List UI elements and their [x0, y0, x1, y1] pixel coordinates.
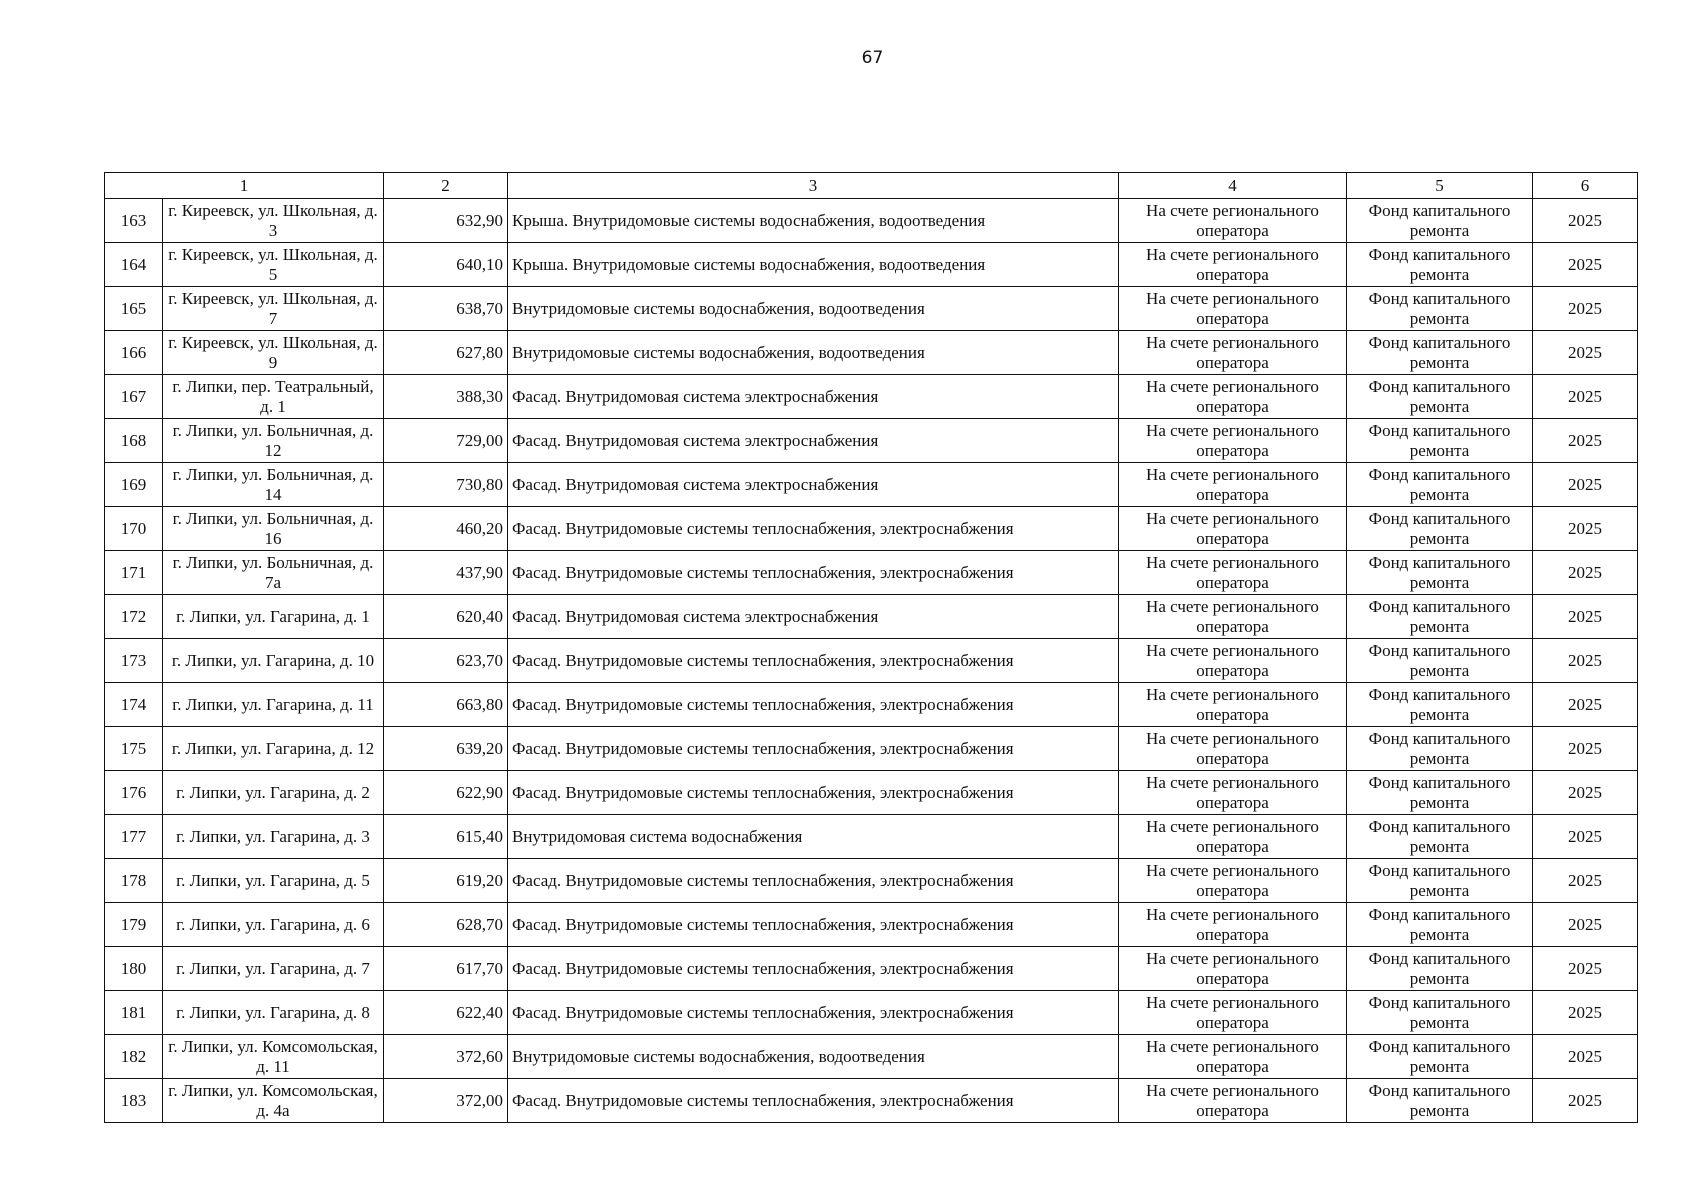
row-number: 178 [105, 859, 163, 903]
table-row [105, 639, 1638, 683]
works-cell: Фасад. Внутридомовые системы теплоснабжения, электроснабжения [508, 551, 1119, 595]
column-header-4: 4 [1119, 173, 1347, 199]
area-cell: 638,70 [384, 287, 508, 331]
table-row [105, 903, 1638, 947]
address-cell: г. Липки, ул. Больничная, д. 12 [163, 419, 384, 463]
funding-source-cell: Фонд капитального ремонта [1347, 199, 1533, 243]
account-cell: На счете регионального оператора [1119, 991, 1347, 1035]
funding-source-cell: Фонд капитального ремонта [1347, 419, 1533, 463]
table-row [105, 771, 1638, 815]
account-cell: На счете регионального оператора [1119, 419, 1347, 463]
account-cell: На счете регионального оператора [1119, 507, 1347, 551]
funding-source-cell: Фонд капитального ремонта [1347, 507, 1533, 551]
account-cell: На счете регионального оператора [1119, 727, 1347, 771]
table-row [105, 683, 1638, 727]
works-cell: Фасад. Внутридомовые системы теплоснабжения, электроснабжения [508, 1079, 1119, 1123]
year-cell: 2025 [1533, 551, 1638, 595]
account-cell: На счете регионального оператора [1119, 859, 1347, 903]
address-cell: г. Киреевск, ул. Школьная, д. 9 [163, 331, 384, 375]
funding-source-cell: Фонд капитального ремонта [1347, 1079, 1533, 1123]
works-cell: Внутридомовые системы водоснабжения, водоотведения [508, 1035, 1119, 1079]
works-cell: Фасад. Внутридомовые системы теплоснабжения, электроснабжения [508, 727, 1119, 771]
year-cell: 2025 [1533, 727, 1638, 771]
year-cell: 2025 [1533, 815, 1638, 859]
row-number: 183 [105, 1079, 163, 1123]
column-number-row [105, 173, 1638, 199]
funding-source-cell: Фонд капитального ремонта [1347, 903, 1533, 947]
funding-source-cell: Фонд капитального ремонта [1347, 331, 1533, 375]
funding-source-cell: Фонд капитального ремонта [1347, 463, 1533, 507]
address-cell: г. Липки, ул. Гагарина, д. 1 [163, 595, 384, 639]
row-number: 172 [105, 595, 163, 639]
funding-source-cell: Фонд капитального ремонта [1347, 639, 1533, 683]
account-cell: На счете регионального оператора [1119, 551, 1347, 595]
row-number: 170 [105, 507, 163, 551]
funding-source-cell: Фонд капитального ремонта [1347, 815, 1533, 859]
account-cell: На счете регионального оператора [1119, 463, 1347, 507]
table-row [105, 375, 1638, 419]
address-cell: г. Липки, ул. Гагарина, д. 5 [163, 859, 384, 903]
works-cell: Фасад. Внутридомовая система электроснабжения [508, 595, 1119, 639]
table-row [105, 419, 1638, 463]
address-cell: г. Липки, ул. Гагарина, д. 3 [163, 815, 384, 859]
works-cell: Крыша. Внутридомовые системы водоснабжения, водоотведения [508, 199, 1119, 243]
table-header [105, 173, 1638, 199]
works-cell: Внутридомовые системы водоснабжения, водоотведения [508, 331, 1119, 375]
table-row [105, 551, 1638, 595]
account-cell: На счете регионального оператора [1119, 815, 1347, 859]
works-cell: Фасад. Внутридомовые системы теплоснабжения, электроснабжения [508, 683, 1119, 727]
year-cell: 2025 [1533, 595, 1638, 639]
row-number: 180 [105, 947, 163, 991]
column-header-5: 5 [1347, 173, 1533, 199]
funding-source-cell: Фонд капитального ремонта [1347, 683, 1533, 727]
table-row [105, 243, 1638, 287]
account-cell: На счете регионального оператора [1119, 331, 1347, 375]
table-row [105, 331, 1638, 375]
account-cell: На счете регионального оператора [1119, 1035, 1347, 1079]
table-row [105, 947, 1638, 991]
funding-source-cell: Фонд капитального ремонта [1347, 595, 1533, 639]
table-row [105, 595, 1638, 639]
row-number: 177 [105, 815, 163, 859]
year-cell: 2025 [1533, 331, 1638, 375]
year-cell: 2025 [1533, 639, 1638, 683]
works-cell: Фасад. Внутридомовые системы теплоснабжения, электроснабжения [508, 859, 1119, 903]
year-cell: 2025 [1533, 683, 1638, 727]
table-row [105, 991, 1638, 1035]
year-cell: 2025 [1533, 375, 1638, 419]
row-number: 165 [105, 287, 163, 331]
works-cell: Внутридомовые системы водоснабжения, водоотведения [508, 287, 1119, 331]
row-number: 174 [105, 683, 163, 727]
repair-register-table [104, 172, 1638, 1123]
address-cell: г. Липки, ул. Больничная, д. 16 [163, 507, 384, 551]
works-cell: Фасад. Внутридомовые системы теплоснабжения, электроснабжения [508, 991, 1119, 1035]
row-number: 176 [105, 771, 163, 815]
works-cell: Фасад. Внутридомовые системы теплоснабжения, электроснабжения [508, 507, 1119, 551]
column-header-1: 1 [105, 173, 384, 199]
area-cell: 730,80 [384, 463, 508, 507]
area-cell: 619,20 [384, 859, 508, 903]
area-cell: 437,90 [384, 551, 508, 595]
table-row [105, 287, 1638, 331]
year-cell: 2025 [1533, 287, 1638, 331]
year-cell: 2025 [1533, 991, 1638, 1035]
row-number: 169 [105, 463, 163, 507]
area-cell: 615,40 [384, 815, 508, 859]
year-cell: 2025 [1533, 947, 1638, 991]
area-cell: 640,10 [384, 243, 508, 287]
funding-source-cell: Фонд капитального ремонта [1347, 859, 1533, 903]
row-number: 173 [105, 639, 163, 683]
account-cell: На счете регионального оператора [1119, 771, 1347, 815]
address-cell: г. Липки, ул. Гагарина, д. 11 [163, 683, 384, 727]
year-cell: 2025 [1533, 903, 1638, 947]
area-cell: 627,80 [384, 331, 508, 375]
works-cell: Фасад. Внутридомовая система электроснабжения [508, 375, 1119, 419]
year-cell: 2025 [1533, 859, 1638, 903]
funding-source-cell: Фонд капитального ремонта [1347, 947, 1533, 991]
area-cell: 622,40 [384, 991, 508, 1035]
area-cell: 663,80 [384, 683, 508, 727]
funding-source-cell: Фонд капитального ремонта [1347, 771, 1533, 815]
funding-source-cell: Фонд капитального ремонта [1347, 1035, 1533, 1079]
row-number: 179 [105, 903, 163, 947]
address-cell: г. Липки, пер. Театральный, д. 1 [163, 375, 384, 419]
funding-source-cell: Фонд капитального ремонта [1347, 991, 1533, 1035]
table-row [105, 727, 1638, 771]
page-number [0, 48, 1697, 68]
row-number: 163 [105, 199, 163, 243]
year-cell: 2025 [1533, 463, 1638, 507]
year-cell: 2025 [1533, 1035, 1638, 1079]
column-header-6: 6 [1533, 173, 1638, 199]
works-cell: Фасад. Внутридомовая система электроснабжения [508, 419, 1119, 463]
row-number: 171 [105, 551, 163, 595]
table-row [105, 507, 1638, 551]
area-cell: 729,00 [384, 419, 508, 463]
table-row [105, 199, 1638, 243]
column-header-3: 3 [508, 173, 1119, 199]
row-number: 166 [105, 331, 163, 375]
address-cell: г. Липки, ул. Гагарина, д. 12 [163, 727, 384, 771]
address-cell: г. Киреевск, ул. Школьная, д. 3 [163, 199, 384, 243]
year-cell: 2025 [1533, 199, 1638, 243]
works-cell: Фасад. Внутридомовые системы теплоснабжения, электроснабжения [508, 947, 1119, 991]
account-cell: На счете регионального оператора [1119, 199, 1347, 243]
year-cell: 2025 [1533, 419, 1638, 463]
area-cell: 628,70 [384, 903, 508, 947]
row-number: 182 [105, 1035, 163, 1079]
table-body [105, 199, 1638, 1123]
area-cell: 620,40 [384, 595, 508, 639]
funding-source-cell: Фонд капитального ремонта [1347, 375, 1533, 419]
year-cell: 2025 [1533, 243, 1638, 287]
year-cell: 2025 [1533, 1079, 1638, 1123]
address-cell: г. Киреевск, ул. Школьная, д. 5 [163, 243, 384, 287]
year-cell: 2025 [1533, 771, 1638, 815]
table-row [105, 1079, 1638, 1123]
page-number-text: 67 [861, 48, 884, 68]
address-cell: г. Липки, ул. Комсомольская, д. 4а [163, 1079, 384, 1123]
area-cell: 632,90 [384, 199, 508, 243]
account-cell: На счете регионального оператора [1119, 595, 1347, 639]
area-cell: 460,20 [384, 507, 508, 551]
address-cell: г. Липки, ул. Комсомольская, д. 11 [163, 1035, 384, 1079]
area-cell: 639,20 [384, 727, 508, 771]
row-number: 167 [105, 375, 163, 419]
area-cell: 372,60 [384, 1035, 508, 1079]
account-cell: На счете регионального оператора [1119, 375, 1347, 419]
area-cell: 372,00 [384, 1079, 508, 1123]
account-cell: На счете регионального оператора [1119, 947, 1347, 991]
works-cell: Фасад. Внутридомовые системы теплоснабжения, электроснабжения [508, 639, 1119, 683]
account-cell: На счете регионального оператора [1119, 287, 1347, 331]
column-header-2: 2 [384, 173, 508, 199]
table-row [105, 1035, 1638, 1079]
works-cell: Крыша. Внутридомовые системы водоснабжения, водоотведения [508, 243, 1119, 287]
row-number: 164 [105, 243, 163, 287]
account-cell: На счете регионального оператора [1119, 243, 1347, 287]
address-cell: г. Липки, ул. Гагарина, д. 7 [163, 947, 384, 991]
row-number: 168 [105, 419, 163, 463]
funding-source-cell: Фонд капитального ремонта [1347, 551, 1533, 595]
works-cell: Фасад. Внутридомовая система электроснабжения [508, 463, 1119, 507]
funding-source-cell: Фонд капитального ремонта [1347, 243, 1533, 287]
address-cell: г. Киреевск, ул. Школьная, д. 7 [163, 287, 384, 331]
works-cell: Фасад. Внутридомовые системы теплоснабжения, электроснабжения [508, 771, 1119, 815]
funding-source-cell: Фонд капитального ремонта [1347, 727, 1533, 771]
address-cell: г. Липки, ул. Больничная, д. 7а [163, 551, 384, 595]
account-cell: На счете регионального оператора [1119, 683, 1347, 727]
row-number: 175 [105, 727, 163, 771]
row-number: 181 [105, 991, 163, 1035]
address-cell: г. Липки, ул. Гагарина, д. 6 [163, 903, 384, 947]
area-cell: 622,90 [384, 771, 508, 815]
area-cell: 623,70 [384, 639, 508, 683]
table-row [105, 463, 1638, 507]
account-cell: На счете регионального оператора [1119, 639, 1347, 683]
table-row [105, 859, 1638, 903]
works-cell: Фасад. Внутридомовые системы теплоснабжения, электроснабжения [508, 903, 1119, 947]
area-cell: 617,70 [384, 947, 508, 991]
address-cell: г. Липки, ул. Больничная, д. 14 [163, 463, 384, 507]
works-cell: Внутридомовая система водоснабжения [508, 815, 1119, 859]
address-cell: г. Липки, ул. Гагарина, д. 2 [163, 771, 384, 815]
funding-source-cell: Фонд капитального ремонта [1347, 287, 1533, 331]
account-cell: На счете регионального оператора [1119, 1079, 1347, 1123]
area-cell: 388,30 [384, 375, 508, 419]
address-cell: г. Липки, ул. Гагарина, д. 8 [163, 991, 384, 1035]
table-row [105, 815, 1638, 859]
address-cell: г. Липки, ул. Гагарина, д. 10 [163, 639, 384, 683]
year-cell: 2025 [1533, 507, 1638, 551]
account-cell: На счете регионального оператора [1119, 903, 1347, 947]
